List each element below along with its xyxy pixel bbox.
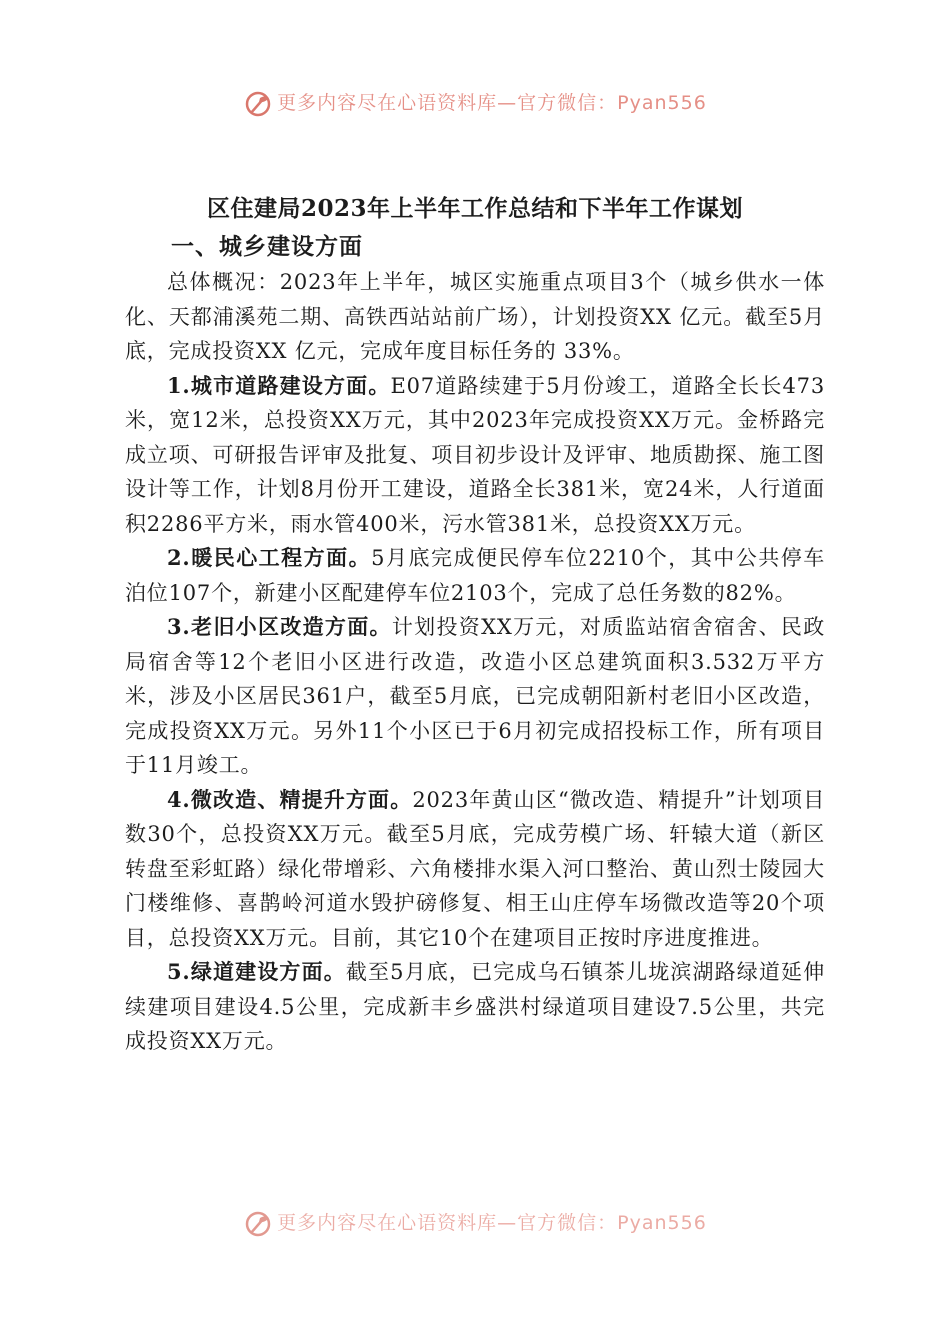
paragraph-road-construction xyxy=(125,369,825,542)
quill-logo-icon xyxy=(243,1209,273,1239)
paragraph-text: E07道路续建于5月份竣工，道路全长长473米，宽12米，总投资XX万元，其中2023年完成投资XX万元。金桥路完成立项、可研报告评审及批复、项目初步设计及评审、地质勘探、施工图设计等工作，计划8月份开工建设，道路全长381米，宽24米，人行道面积2286平方米，雨水管400米，污水管381米，总投资XX万元。 xyxy=(125,373,825,536)
watermark-footer xyxy=(0,1208,950,1239)
watermark-text: 更多内容尽在心语资料库—官方微信：Pyan556 xyxy=(277,1212,707,1234)
paragraph-lead: 4.微改造、精提升方面。 xyxy=(167,786,413,812)
paragraph-micro-renovation xyxy=(125,783,825,956)
quill-logo-icon xyxy=(243,89,273,119)
paragraph-lead: 1.城市道路建设方面。 xyxy=(167,372,391,398)
watermark-text: 更多内容尽在心语资料库—官方微信：Pyan556 xyxy=(277,92,707,114)
document-body xyxy=(125,229,825,1059)
paragraph-text: 计划投资XX万元，对质监站宿舍宿舍、民政局宿舍等12个老旧小区进行改造，改造小区总建筑面积3.532万平方米，涉及小区居民361户，截至5月底，已完成朝阳新村老旧小区改造，完成投资XX万元。另外11个小区已于6月初完成招投标工作，所有项目于11月竣工。 xyxy=(125,615,825,777)
paragraph-lead: 3.老旧小区改造方面。 xyxy=(167,614,392,639)
paragraph-lead: 2.暖民心工程方面。 xyxy=(167,545,372,570)
paragraph-text: 截至5月底，已完成乌石镇茶儿垅滨湖路绿道延伸续建项目建设4.5公里，完成新丰乡盛洪村绿道项目建设7.5公里，共完成投资XX万元。 xyxy=(125,960,825,1053)
paragraph-livelihood-project xyxy=(125,541,825,610)
section-heading: 一、城乡建设方面 xyxy=(171,233,363,260)
watermark-header xyxy=(0,88,950,119)
paragraph-old-community-renovation xyxy=(125,610,825,783)
paragraph-greenway xyxy=(125,955,825,1059)
paragraph-lead: 5.绿道建设方面。 xyxy=(167,959,346,984)
paragraph-text: 5月底完成便民停车位2210个，其中公共停车泊位107个，新建小区配建停车位2103个，完成了总任务数的82%。 xyxy=(125,546,825,605)
overview-paragraph: 总体概况：2023年上半年，城区实施重点项目3个（城乡供水一体化、天都浦溪苑二期、高铁西站站前广场），计划投资XX 亿元。截至5月底，完成投资XX 亿元，完成年度目标任务的 33%。 xyxy=(125,270,825,363)
paragraph-text: 2023年黄山区“微改造、精提升”计划项目数30个，总投资XX万元。截至5月底，完成劳模广场、轩辕大道（新区转盘至彩虹路）绿化带增彩、六角楼排水渠入河口整治、黄山烈士陵园大门楼维修、喜鹊岭河道水毁护磅修复、相王山庄停车场微改造等20个项目，总投资XX万元。目前，其它10个在建项目正按时序进度推进。 xyxy=(125,787,825,950)
document-title: 区住建局2023年上半年工作总结和下半年工作谋划 xyxy=(206,195,743,222)
